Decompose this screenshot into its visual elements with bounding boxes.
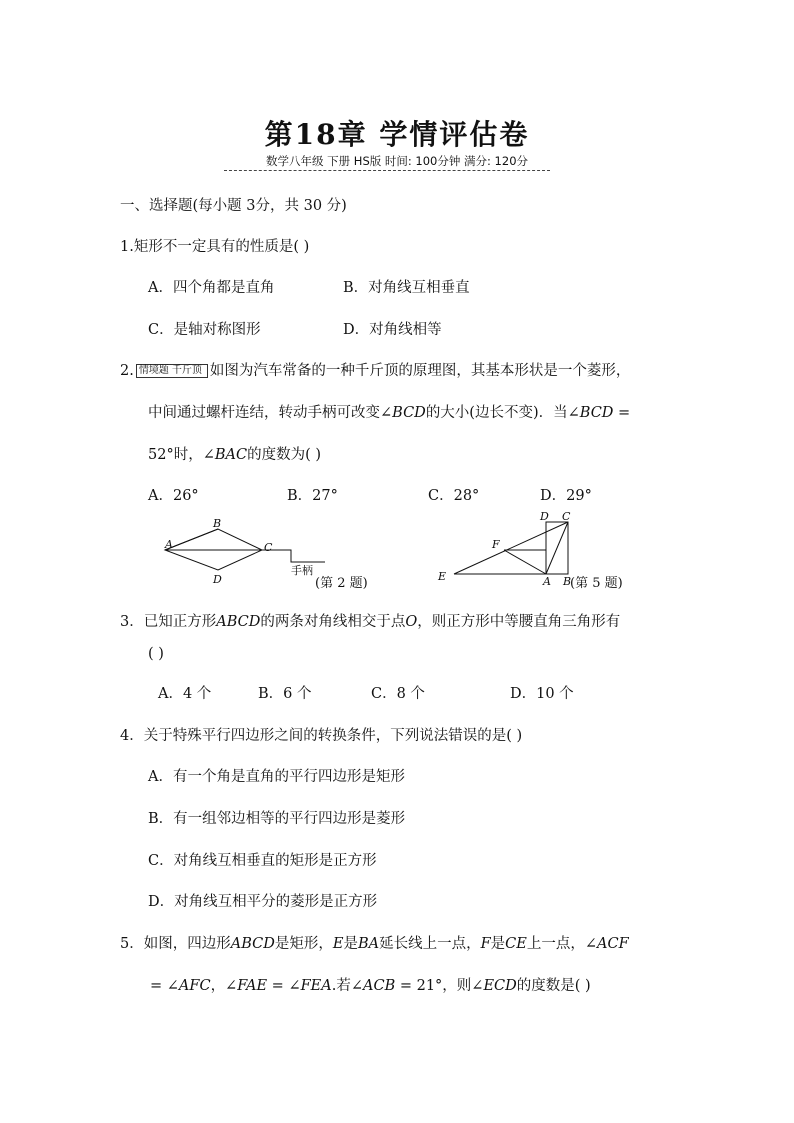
q3-text: ，则正方形中等腰直角三角形有 [417, 614, 621, 630]
q3-option-c: C．8 个 [371, 686, 425, 702]
q3-option-a: A．4 个 [158, 686, 212, 702]
q1-stem: 1.矩形不一定具有的性质是( ) [120, 239, 310, 255]
q2-line3 [148, 443, 321, 464]
q2-option-d: D．29° [540, 488, 592, 504]
q5-text: ，∠ [210, 978, 238, 994]
q5-text: 是 [490, 936, 506, 952]
q2-var: BAC [214, 447, 248, 463]
q2-option-c: C．28° [428, 488, 480, 504]
q3-text: 3．已知正方形 [120, 614, 217, 630]
q5-var: ABCD [230, 936, 275, 952]
q5-var: CE [505, 936, 527, 952]
q2-option-a: A．26° [148, 488, 199, 504]
q5-var: ACF [597, 936, 629, 952]
q3-var: O [405, 614, 418, 630]
q2-tag-topic: 千斤顶 [171, 365, 202, 376]
q5-text: 上一点，∠ [526, 936, 597, 952]
q5-line2 [150, 974, 591, 995]
q4-option-b: B．有一组邻边相等的平行四边形是菱形 [148, 811, 406, 827]
q1-option-b: B．对角线互相垂直 [343, 280, 470, 296]
q3-var: ABCD [216, 614, 261, 630]
q5-text: = 21°，则∠ [395, 978, 484, 994]
q5-var: ACB [363, 978, 396, 994]
page-title: 第18章 学情评估卷 [264, 118, 530, 151]
q2-line2 [148, 401, 630, 422]
q5-text: 是矩形， [274, 936, 333, 952]
fig2-label-c: C [264, 541, 273, 554]
q2-text: 的大小(边长不变)．当∠ [425, 405, 580, 421]
q2-line1-text: 如图为汽车常备的一种千斤顶的原理图，其基本形状是一个菱形， [209, 363, 631, 379]
fig5-label-e: E [438, 570, 447, 583]
figure-q5 [432, 508, 642, 593]
q5-text: 延长线上一点， [379, 936, 481, 952]
q3-line2: ( ) [148, 646, 164, 662]
fig5-label-a: A [543, 575, 551, 588]
q5-var: F [480, 936, 491, 952]
q2-var: BCD [392, 405, 426, 421]
figure-q2 [155, 515, 385, 595]
q5-var: AFC [178, 978, 211, 994]
q5-var: BA [357, 936, 380, 952]
q1-option-a: A．四个角都是直角 [148, 280, 275, 296]
q5-text: .若∠ [331, 978, 363, 994]
fig2-caption: (第 2 题) [315, 576, 368, 591]
q5-text: 的度数是( ) [516, 978, 591, 994]
q4-option-d: D．对角线互相平分的菱形是正方形 [148, 894, 378, 910]
q5-text: 5．如图，四边形 [120, 936, 231, 952]
q2-text: 中间通过螺杆连结，转动手柄可改变∠ [148, 405, 393, 421]
q5-text: = ∠ [150, 978, 179, 994]
q4-option-c: C．对角线互相垂直的矩形是正方形 [148, 853, 377, 869]
q2-tag [136, 364, 208, 378]
section-heading: 一、选择题(每小题 3分，共 30 分) [120, 198, 347, 214]
q5-var: FAE [237, 978, 268, 994]
q3-option-b: B．6 个 [258, 686, 312, 702]
fig5-label-c: C [562, 510, 571, 523]
q5-var: ECD [483, 978, 517, 994]
q2-tag-type: 情境题 [138, 365, 169, 376]
fig5-label-d: D [540, 510, 549, 523]
q3-text: 的两条对角线相交于点 [260, 614, 406, 630]
q2-text: = [613, 405, 631, 421]
fig2-label-a: A [165, 538, 173, 551]
q1-option-c: C．是轴对称图形 [148, 322, 261, 338]
q2-option-b: B．27° [287, 488, 338, 504]
q5-var: E [332, 936, 344, 952]
q2-text: 52°时，∠ [148, 447, 215, 463]
q2-var: BCD [579, 405, 614, 421]
q5-var: FEA [300, 978, 332, 994]
q2-text: 的度数为( ) [247, 447, 322, 463]
title-divider [224, 170, 550, 171]
q3-option-d: D．10 个 [510, 686, 574, 702]
q5-text: = ∠ [267, 978, 301, 994]
fig2-label-d: D [213, 573, 222, 586]
fig2-label-b: B [213, 517, 222, 530]
fig5-label-b: B [563, 575, 572, 588]
fig2-handle-label: 手柄 [291, 564, 313, 577]
fig5-label-f: F [492, 538, 500, 551]
q5-line1 [120, 932, 629, 953]
q4-stem: 4．关于特殊平行四边形之间的转换条件，下列说法错误的是( ) [120, 728, 523, 744]
q2-line1 [120, 359, 630, 380]
q2-number: 2. [120, 363, 134, 379]
q4-option-a: A．有一个角是直角的平行四边形是矩形 [148, 769, 405, 785]
page-subtitle: 数学八年级 下册 HS版 时间: 100分钟 满分: 120分 [265, 154, 529, 168]
q1-option-d: D．对角线相等 [343, 322, 442, 338]
q3-line1 [120, 610, 620, 631]
fig5-caption: (第 5 题) [570, 576, 623, 591]
q5-text: 是 [343, 936, 358, 952]
